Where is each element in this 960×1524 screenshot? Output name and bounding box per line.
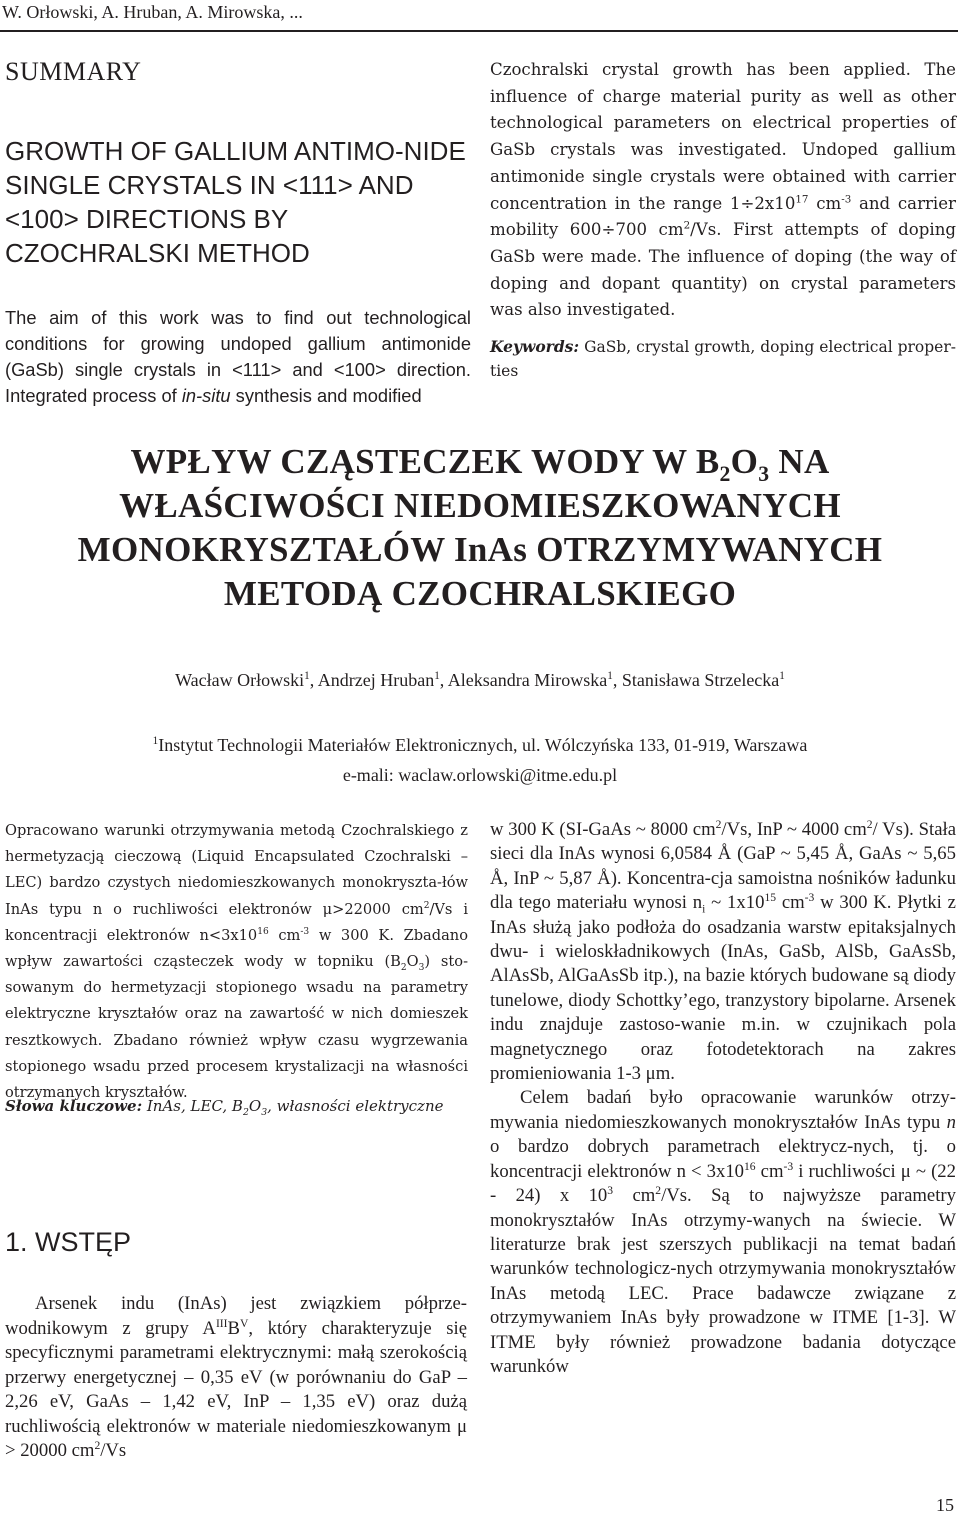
summary-label: SUMMARY	[5, 57, 142, 86]
author: Wacław Orłowski	[175, 670, 305, 690]
summary-abstract-right: Czochralski crystal growth has been applied. The influence of charge material purity as well as other technological parameters on electrical properties of GaSb crystals was investigated. Undoped gallium antimonide single crystals were obtained with carrier concentration in the range $1\div 2x10^{17}$ $cm^{-3}$ and carrier mobility 600÷700 $cm^2/Vs$. First attempts of doping GaSb were made. The influence of doping (the way of doping and dopant quantity) on crystal parameters was also investigated.	[490, 60, 957, 320]
running-head: W. Orłowski, A. Hruban, A. Mirowska, ...	[2, 2, 303, 22]
intro-paragraph: w 300 K (SI-GaAs ~ 8000 $cm^2/Vs$, InP ~ 4000 $cm^2/$ Vs). Stała sieci dla InAs wynosi 6,0584 Å (GaP ~ 5,45 Å, GaAs ~ 5,65 Å, InP ~ 5,87 Å). Koncentra-cja samoistna nośników ładunku dla tego materiału wynosi $n_i$ ~ $1x10^{15}$ $cm^{-3}$ w 300 K. Płytki z InAs służą jako podłoża do osadzania warstw epitaksjalnych dwu- i wieloskładnikowych (InAs, GaSb, AlSb, GaAsSb, AlAsSb, AlGaAsSb itp.), na bazie których budowane są diody tunelowe, diody Schottky’ego, tranzystory bipolarne. Arsenek indu znajduje zastoso-wanie m.in. w czujnikach pola magnetycznego oraz fotodetektorach na zakres promieniowania 1-3 μm.	[490, 817, 956, 1085]
summary-title: GROWTH OF GALLIUM ANTIMO-NIDE SINGLE CRYSTALS IN <111> AND <100> DIRECTIONS BY CZOCHRALSKI METHOD	[5, 136, 466, 268]
article-title: WPŁYW CZĄSTECZEK WODY W $B_2O_3$ NA WŁAŚCIWOŚCI NIEDOMIESZKOWANYCH MONOKRYSZTAŁÓW InAs OTRZYMYWANYCH METODĄ CZOCHRALSKIEGO	[77, 442, 883, 613]
intro-paragraph-left: Arsenek indu (InAs) jest związkiem półprze-wodnikowym z grupy $A^{III}B^V$, który charakteryzuje się specyficznymi parametrami elektrycznymi: małą szerokością przerwy energetycznej – 0,35 eV (w porównaniu do GaP – 2,26 eV, GaAs – 1,42 eV, InP – 1,35 eV) oraz dużą ruchliwością elektronów w materiale niedomieszkowanym μ > 20000 $cm^2/Vs$	[5, 1293, 467, 1461]
author: Aleksandra Mirowska	[447, 670, 608, 690]
summary-abstract-left: The aim of this work was to find out technological conditions for growing undoped gallium antimonide (GaSb) single crystals in <111> and <100> direction. Integrated process of in-situ synthesis and modified	[5, 307, 471, 406]
author: Stanisława Strzelecka	[621, 670, 780, 690]
polish-abstract: Opracowano warunki otrzymywania metodą Czochralskiego z hermetyzacją cieczową (Liquid Encapsulated Czochralski – LEC) bardzo czystych niedomieszkowanych monokryszta-łów InAs typu n o ruchliwości elektronów μ>22000 $cm^2/Vs$ i koncentracji elektronów $n<3x10^{16}$ $cm^{-3}$ w 300 K. Zbadano wpływ zawartości cząsteczek wody w topniku $(B_2O_3)$ sto-sowanym do hermetyzacji stopionego wsadu na parametry elektryczne kryształów oraz na zawartość w nich domieszek resztkowych. Zbadano również wpływ czasu wygrzewania stopionego wsadu przed procesem krystalizacji na własności otrzymanych kryształów.	[5, 822, 468, 1102]
page-number: 15	[936, 1495, 954, 1515]
intro-paragraph: Celem badań było opracowanie warunków otrzy-mywania niedomieszkowanych monokryształów InAs typu n o bardzo dobrych parametrach elektrycz-nych, tj. o koncentracji elektronów $n < 3x10^{16}$ $cm^{-3}$ i ruchliwości μ ~ (22 - 24) x $10^3$ $cm^2/Vs$. Są to najwyższe parametry monokryształów InAs otrzymy-wanych na świecie. W literaturze brak jest szerszych publikacji na temat badań warunków technologicz-nych otrzymywania monokryształów InAs metodą LEC. Prace badawcze związane z otrzymywaniem InAs były prowadzone w ITME [1-3]. W ITME były również prowadzone badania dotyczące warunków	[490, 1087, 956, 1377]
section-heading: 1. WSTĘP	[5, 1227, 132, 1257]
email: e-mali: waclaw.orlowski@itme.edu.pl	[342, 765, 618, 785]
summary-keywords-label: Keywords:	[490, 337, 580, 356]
affiliation: $^1$Instytut Technologii Materiałów Elektronicznych, ul. Wólczyńska 133, 01-919, Warszawa e-mali: waclaw.orlowski@itme.edu.pl	[0, 730, 960, 790]
polish-keywords-label: Słowa kluczowe:	[5, 1097, 143, 1115]
author-list: Wacław Orłowski$^1$, Andrzej Hruban$^1$, Aleksandra Mirowska$^1$, Stanisława Strzelecka$^1$	[175, 670, 785, 690]
header-rule	[0, 30, 958, 32]
intro-column-right	[490, 818, 956, 1379]
summary-keywords: Keywords: GaSb, crystal growth, doping electrical proper-ties	[490, 337, 956, 380]
polish-keywords: Słowa kluczowe: InAs, LEC, $B_2O_3$, własności elektryczne	[5, 1097, 444, 1118]
author: Andrzej Hruban	[317, 670, 435, 690]
